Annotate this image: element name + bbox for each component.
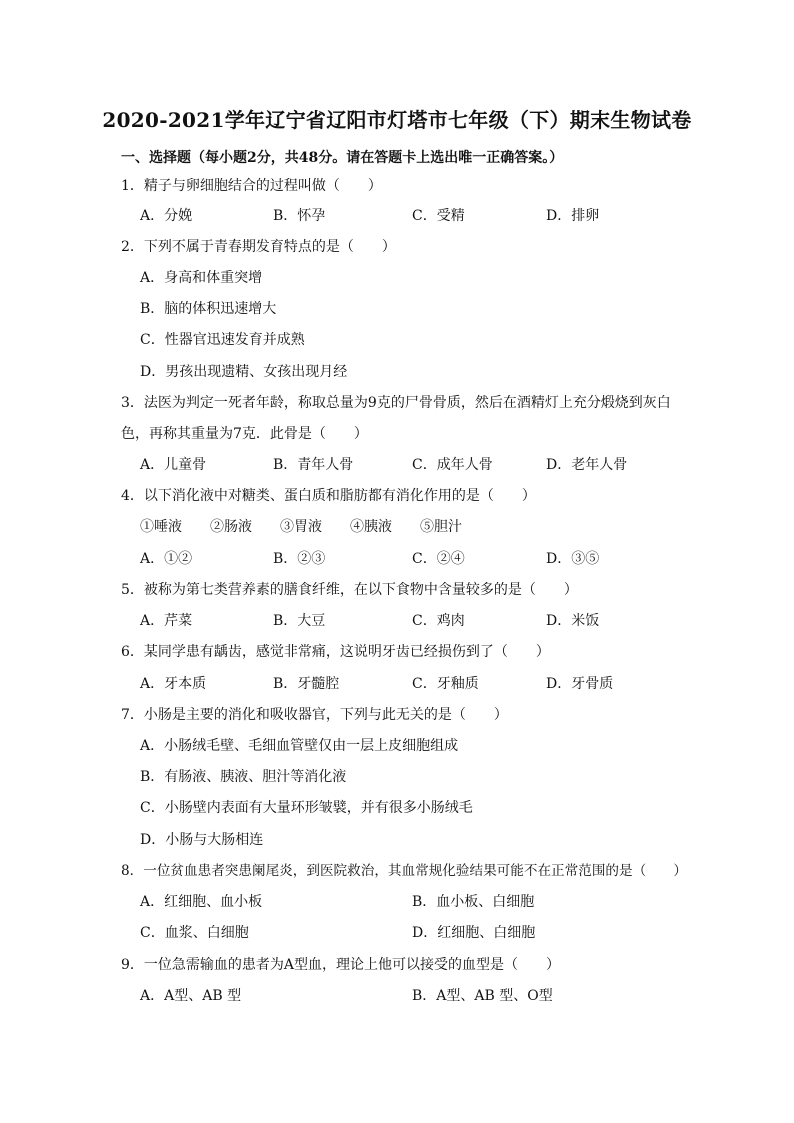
option-a: A．芹菜: [140, 613, 193, 629]
option-b: B．A型、AB 型、O型: [412, 988, 553, 1004]
question-1-stem: 1．精子与卵细胞结合的过程叫做（ ）: [121, 178, 382, 194]
page-title: 2020-2021学年辽宁省辽阳市灯塔市七年级（下）期末生物试卷: [102, 108, 692, 132]
option-b: B．大豆: [273, 613, 326, 629]
option-a: A．儿童骨: [140, 457, 207, 473]
option-b: B．②③: [273, 551, 326, 567]
option-d: D．③⑤: [546, 551, 600, 567]
option-a: A．分娩: [140, 208, 193, 224]
option-c: C．牙釉质: [412, 676, 479, 692]
option-c: C．鸡肉: [412, 613, 465, 629]
option-a: A．身高和体重突增: [140, 270, 263, 286]
option-c: C．受精: [412, 208, 465, 224]
section-heading: 一、选择题（每小题2分，共48分。请在答题卡上选出唯一正确答案。）: [121, 150, 564, 166]
option-c: C．②④: [412, 551, 465, 567]
option-d: D．排卵: [546, 208, 600, 224]
option-d: D．米饭: [546, 613, 600, 629]
option-d: D．牙骨质: [546, 676, 614, 692]
question-5-stem: 5．被称为第七类营养素的膳食纤维，在以下食物中含量较多的是（ ）: [121, 582, 578, 598]
question-4-items: ①唾液 ②肠液 ③胃液 ④胰液 ⑤胆汁: [140, 519, 462, 535]
option-c: C．血浆、白细胞: [140, 925, 249, 941]
option-c: C．成年人骨: [412, 457, 493, 473]
option-d: D．老年人骨: [546, 457, 628, 473]
option-d: D．男孩出现遗精、女孩出现月经: [140, 364, 348, 380]
option-d: D．红细胞、白细胞: [412, 925, 536, 941]
option-b: B．血小板、白细胞: [412, 894, 535, 910]
question-3-stem-line2: 色，再称其重量为7克．此骨是（ ）: [121, 426, 368, 442]
option-b: B．青年人骨: [273, 457, 354, 473]
option-b: B．脑的体积迅速增大: [140, 301, 277, 317]
question-8-stem: 8．一位贫血患者突患阑尾炎，到医院救治，其血常规化验结果可能不在正常范围的是（ ）: [121, 863, 687, 879]
option-a: A．红细胞、血小板: [140, 894, 263, 910]
option-a: A．牙本质: [140, 676, 207, 692]
option-b: B．牙髓腔: [273, 676, 340, 692]
option-d: D．小肠与大肠相连: [140, 832, 264, 848]
question-7-stem: 7．小肠是主要的消化和吸收器官，下列与此无关的是（ ）: [121, 707, 508, 723]
option-b: B．有肠液、胰液、胆汁等消化液: [140, 769, 347, 785]
question-6-stem: 6．某同学患有龋齿，感觉非常痛，这说明牙齿已经损伤到了（ ）: [121, 644, 550, 660]
option-c: C．小肠壁内表面有大量环形皱襞，并有很多小肠绒毛: [140, 800, 473, 816]
option-a: A．A型、AB 型: [140, 988, 242, 1004]
option-c: C．性器官迅速发育并成熟: [140, 332, 305, 348]
option-b: B．怀孕: [273, 208, 326, 224]
question-9-stem: 9．一位急需输血的患者为A型血，理论上他可以接受的血型是（ ）: [121, 957, 561, 973]
question-4-stem: 4．以下消化液中对糖类、蛋白质和脂肪都有消化作用的是（ ）: [121, 488, 536, 504]
question-3-stem-line1: 3．法医为判定一死者年龄，称取总量为9克的尸骨骨质，然后在酒精灯上充分煅烧到灰白: [121, 395, 671, 411]
question-2-stem: 2．下列不属于青春期发育特点的是（ ）: [121, 239, 396, 255]
option-a: A．小肠绒毛壁、毛细血管壁仅由一层上皮细胞组成: [140, 738, 459, 754]
option-a: A．①②: [140, 551, 193, 567]
